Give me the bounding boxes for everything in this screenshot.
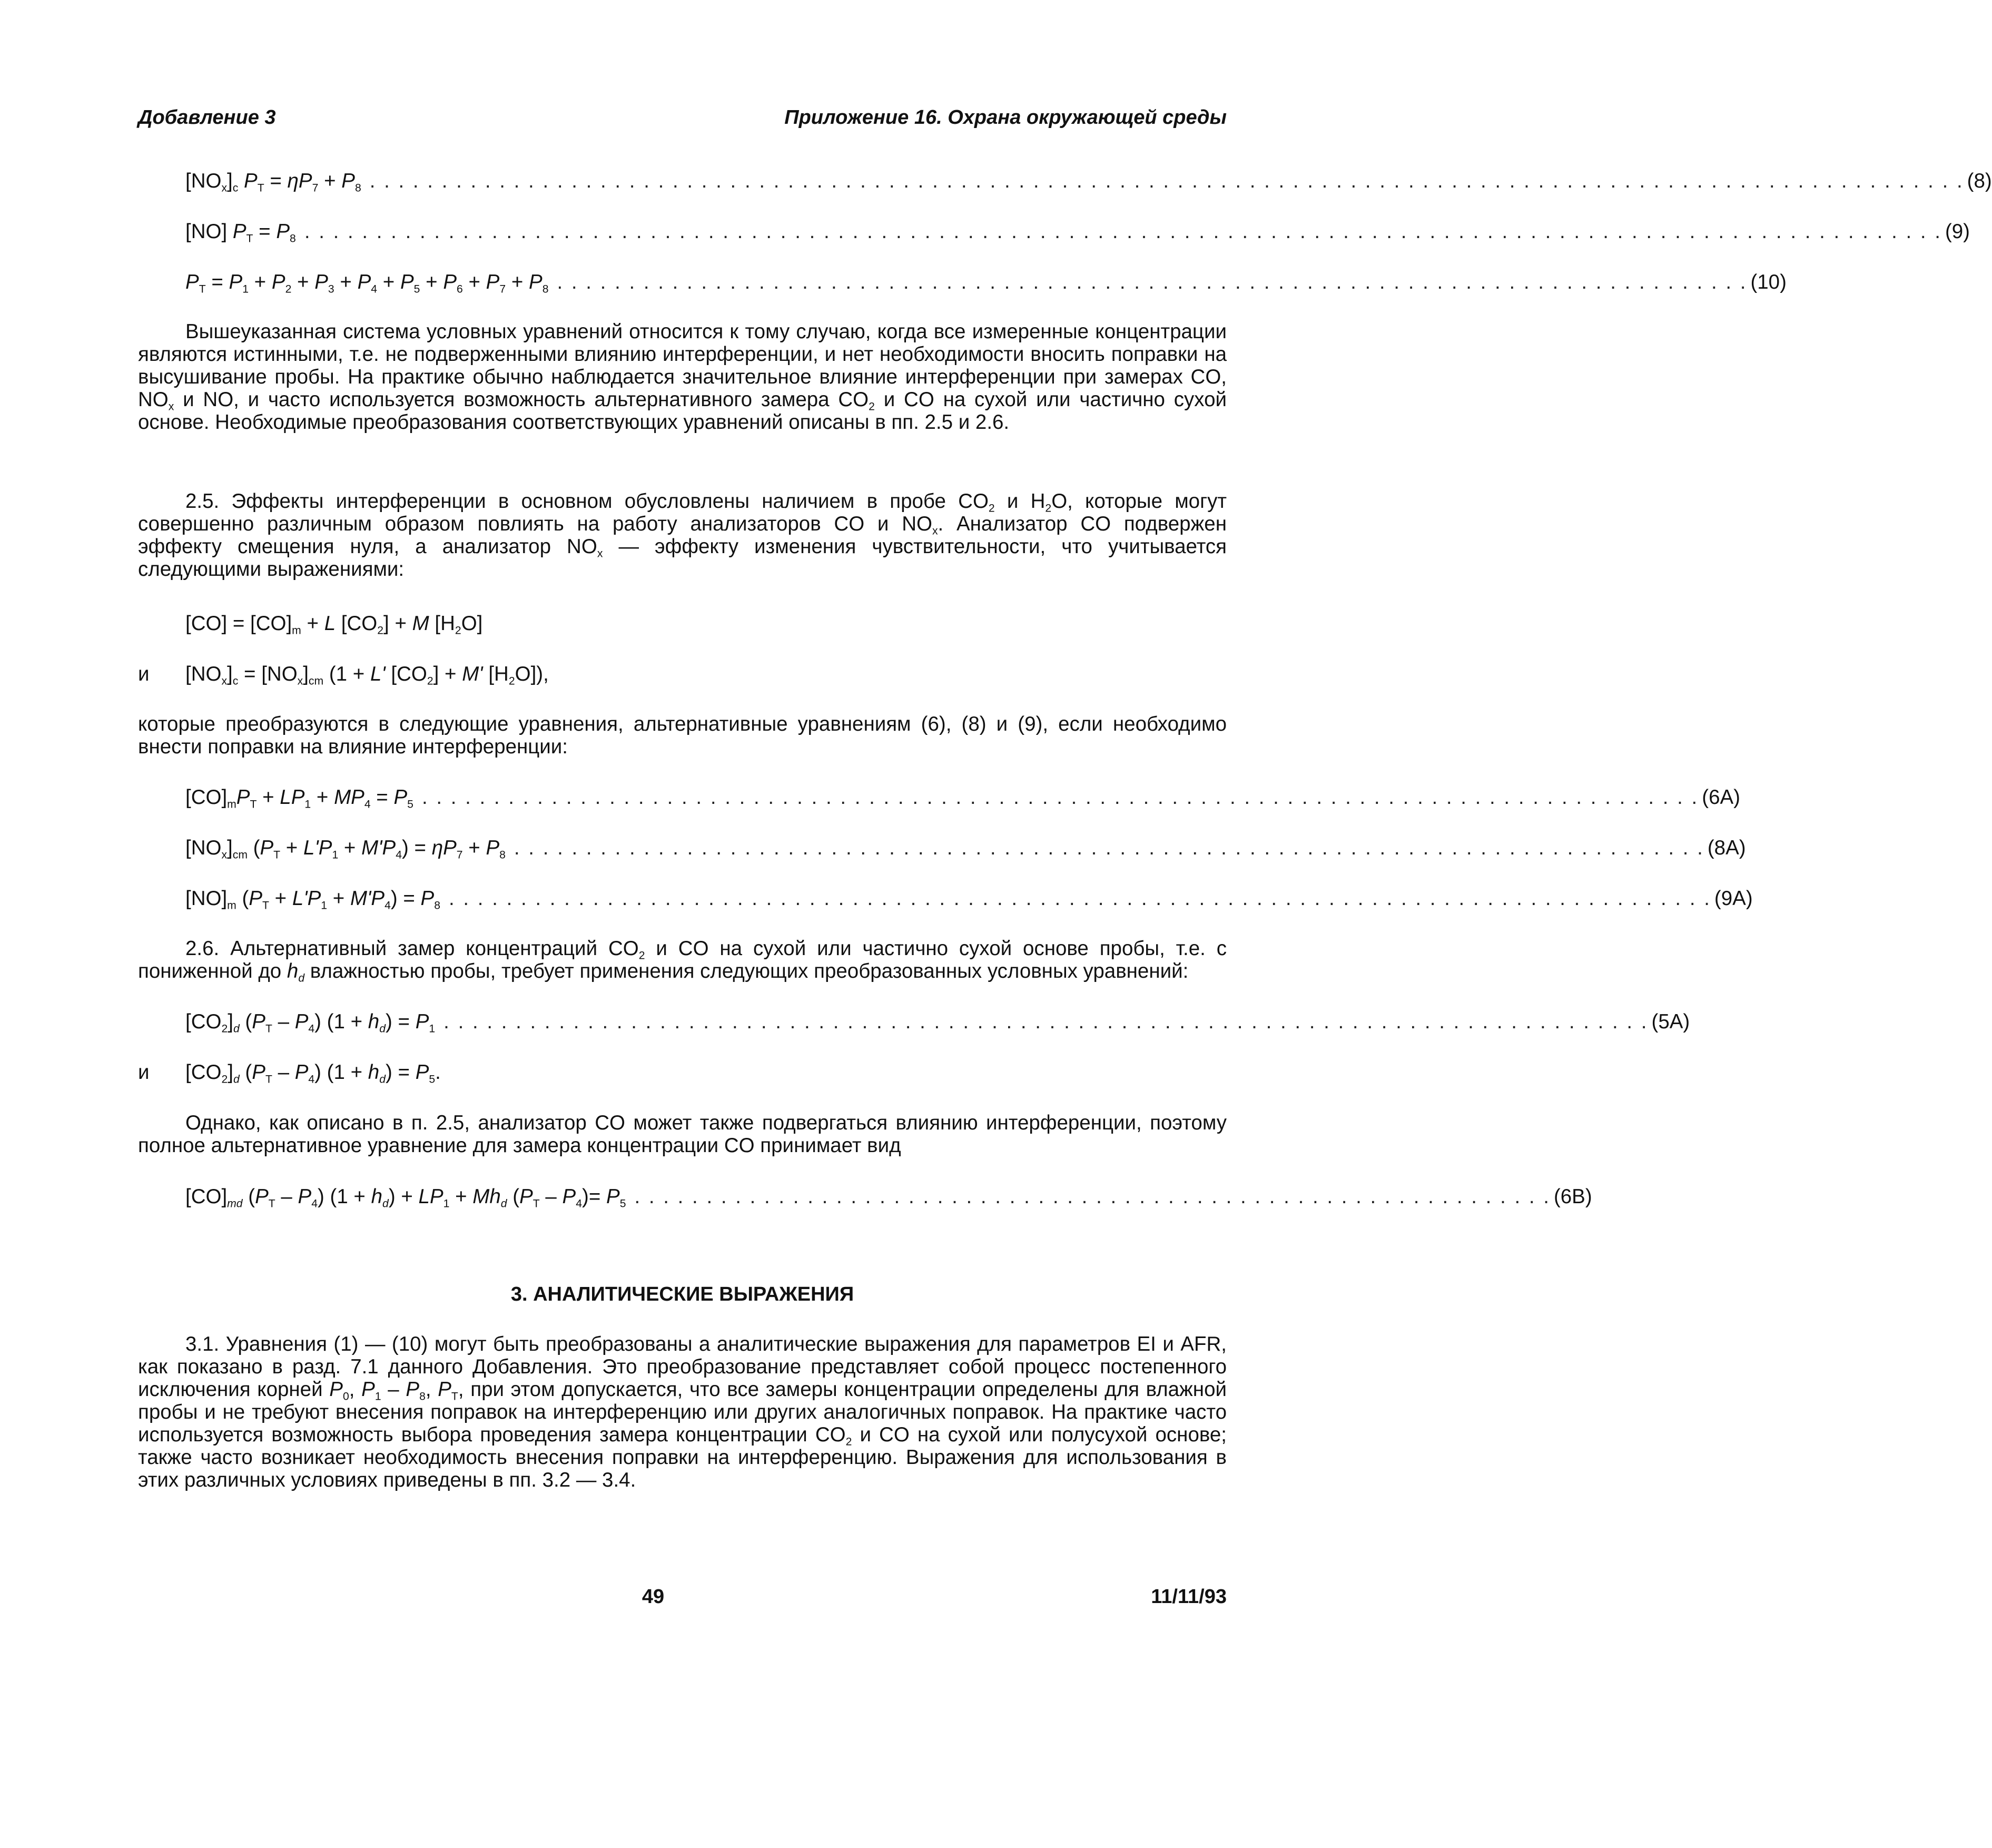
equation-5a: $[CO_2]_d$ $(P_T - P_4) (1 + h_d) = P_1$ . . . . . . . . . . . . . . . . . . . . . . . . . . . . . . . . . . . . . . . . . . . . . . . . . . . . . . . . . . . . . . . . . . . . . . . . . . . . . . . . . . . . (5A)	[185, 1010, 1690, 1035]
equation-number: (6B)	[1553, 1185, 1592, 1208]
equation-8a: $[NO_x]_{cm}$ $(P_T + L'P_1 + M'P_4) = \eta P_7 + P_8$ . . . . . . . . . . . . . . . . . . . . . . . . . . . . . . . . . . . . . . . . . . . . . . . . . . . . . . . . . . . . . . . . . . . . . . . . . . . . . . . . . . . (8A)	[185, 837, 1746, 861]
paragraph-2-6: 2.6. Альтернативный замер концентраций $CO_2$ и CO на сухой или частично сухой основе пробы, т.е. с пониженной до $h_d$ влажностью пробы, требует применения следующих преобразованных условных уравнений:	[138, 937, 1227, 985]
paragraph-1: Вышеуказанная система условных уравнений относится к тому случаю, когда все измеренные концентрации являются истинными, т.е. не подверженными влиянию интерференции, и нет необходимости вносить поправки на высушивание пробы. На практике обычно наблюдается значительное влияние интерференции при замерах CO, $NO_x$ и NO, и часто используется возможность альтернативного замера $CO_2$ и CO на сухой или частично сухой основе. Необходимые преобразования соответствующих уравнений описаны в пп. 2.5 и 2.6.	[138, 320, 1227, 434]
paragraph-2-5: 2.5. Эффекты интерференции в основном обусловлены наличием в пробе $CO_2$ и $H_2O$, которые могут совершенно различным образом повлиять на работу анализаторов CO и $NO_x$. Анализатор CO подвержен эффекту смещения нуля, а анализатор $NO_x$ — эффекту изменения чувствительности, что учитывается следующими выражениями:	[138, 490, 1227, 581]
header-left: Добавление 3	[138, 106, 276, 129]
leader-dots: . . . . . . . . . . . . . . . . . . . . . . . . . . . . . . . . . . . . . . . . . . . . . . . . . . . . . . . . . . . . . . . . . . . . . . . . . . . . . . . . . . .	[514, 837, 1704, 859]
equation-co2-p5: $[CO_2]_d$ $(P_T - P_4) (1 + h_d) = P_5$.	[185, 1061, 441, 1086]
leader-dots: . . . . . . . . . . . . . . . . . . . . . . . . . . . . . . . . . . . . . . . . . . . . . . . . . . . . . . . . . . . . . . . . . . . . . . . . . . . . . . . . . . . . . . . . . . . . . . . . . . . . . . . . . . . . . . . . . .	[304, 220, 1942, 243]
equation-number: (8A)	[1707, 837, 1746, 859]
leader-dots: . . . . . . . . . . . . . . . . . . . . . . . . . . . . . . . . . . . . . . . . . . . . . . . . . . . . . . . . . . . . . . . . . . . . . . . . . . . . . . . . . . . .	[443, 1010, 1649, 1033]
equation-co-interference: $[CO] = [CO]_m + L$ $[CO_2] + M$ $[H_2O]$	[185, 612, 483, 637]
equation-number: (5A)	[1651, 1010, 1690, 1033]
equation-number: (10)	[1750, 271, 1787, 293]
equation-10: $P_T = P_1 + P_2 + P_3 + P_4 + P_5 + P_6 + P_7 + P_8$ . . . . . . . . . . . . . . . . . . . . . . . . . . . . . . . . . . . . . . . . . . . . . . . . . . . . . . . . . . . . . . . . . . . . . . . . . . . . . . . . . . . (10)	[185, 271, 1787, 296]
leader-dots: . . . . . . . . . . . . . . . . . . . . . . . . . . . . . . . . . . . . . . . . . . . . . . . . . . . . . . . . . . . . . . . .	[634, 1185, 1551, 1208]
leader-dots: . . . . . . . . . . . . . . . . . . . . . . . . . . . . . . . . . . . . . . . . . . . . . . . . . . . . . . . . . . . . . . . . . . . . . . . . . . . . . . . . . . . . . . . . .	[421, 786, 1699, 809]
equation-nox-interference: $[NO_x]_c = [NO_x]_{cm}$ (1 + L' $[CO_2] + M'$ $[H_2O]$),	[185, 663, 549, 687]
equation-number: (6A)	[1702, 786, 1740, 809]
page-number: 49	[642, 1586, 665, 1608]
equation-number: (9A)	[1714, 887, 1753, 910]
leader-dots: . . . . . . . . . . . . . . . . . . . . . . . . . . . . . . . . . . . . . . . . . . . . . . . . . . . . . . . . . . . . . . . . . . . . . . . . . . . . . . . . . . . . . . . . . . . . . . . . . . . . . . . . . . . . . . .	[369, 170, 1964, 192]
and-word: и	[138, 1061, 150, 1084]
equation-6b: $[CO]_{md}$ $(P_T - P_4) (1 + h_d) + LP_1 + Mh_d$ $(P_T - P_4)= P_5$ . . . . . . . . . . . . . . . . . . . . . . . . . . . . . . . . . . . . . . . . . . . . . . . . . . . . . . . . . . . . . . . . (6B)	[185, 1185, 1592, 1210]
equation-number: (9)	[1945, 220, 1970, 243]
equation-9: [NO] $P_T = P_8$ . . . . . . . . . . . . . . . . . . . . . . . . . . . . . . . . . . . . . . . . . . . . . . . . . . . . . . . . . . . . . . . . . . . . . . . . . . . . . . . . . . . . . . . . . . . . . . . . . . . . . . . . . . . . . . . . . . (9)	[185, 220, 1970, 245]
and-word: и	[138, 663, 150, 685]
paragraph-transform: которые преобразуются в следующие уравнения, альтернативные уравнениям (6), (8) и (9), если необходимо внести поправки на влияние интерференции:	[138, 713, 1227, 758]
section-heading: 3. АНАЛИТИЧЕСКИЕ ВЫРАЖЕНИЯ	[510, 1283, 854, 1305]
equation-number: (8)	[1967, 170, 1992, 192]
equation-6a: $[CO]_mP_T + LP_1 + MP_4 = P_5$ . . . . . . . . . . . . . . . . . . . . . . . . . . . . . . . . . . . . . . . . . . . . . . . . . . . . . . . . . . . . . . . . . . . . . . . . . . . . . . . . . . . . . . . . . (6A)	[185, 786, 1740, 811]
equation-8: $[NO_x]_c$ $P_T = \eta P_7 + P_8$ . . . . . . . . . . . . . . . . . . . . . . . . . . . . . . . . . . . . . . . . . . . . . . . . . . . . . . . . . . . . . . . . . . . . . . . . . . . . . . . . . . . . . . . . . . . . . . . . . . . . . . . . . . . . . . . (8)	[185, 170, 1992, 194]
leader-dots: . . . . . . . . . . . . . . . . . . . . . . . . . . . . . . . . . . . . . . . . . . . . . . . . . . . . . . . . . . . . . . . . . . . . . . . . . . . . . . . . . . .	[557, 271, 1748, 293]
equation-9a: $[NO]_m$ $(P_T + L'P_1 + M'P_4) = P_8$ . . . . . . . . . . . . . . . . . . . . . . . . . . . . . . . . . . . . . . . . . . . . . . . . . . . . . . . . . . . . . . . . . . . . . . . . . . . . . . . . . . . . . . . . (9A)	[185, 887, 1753, 912]
paragraph-full-equation: Однако, как описано в п. 2.5, анализатор CO может также подвергаться влиянию интерференции, поэтому полное альтернативное уравнение для замера концентрации CO принимает вид	[138, 1112, 1227, 1157]
footer-date: 11/11/93	[1151, 1586, 1227, 1608]
paragraph-3-1: 3.1. Уравнения (1) — (10) могут быть преобразованы а аналитические выражения для параметров EI и AFR, как показано в разд. 7.1 данного Добавления. Это преобразование представляет собой процесс постепенного исключения корней $P_0$, $P_1 - P_8$, $P_T$, при этом допускается, что все замеры концентрации определены для влажной пробы и не требуют внесения поправок на интерференцию или других аналогичных поправок. На практике часто используется возможность выбора проведения замера концентрации $CO_2$ и CO на сухой или полусухой основе; также часто возникает необходимость внесения поправки на интерференцию. Выражения для использования в этих различных условиях приведены в пп. 3.2 — 3.4.	[138, 1333, 1227, 1491]
header-right: Приложение 16. Охрана окружающей среды	[784, 106, 1227, 129]
leader-dots: . . . . . . . . . . . . . . . . . . . . . . . . . . . . . . . . . . . . . . . . . . . . . . . . . . . . . . . . . . . . . . . . . . . . . . . . . . . . . . . . . . . . . . . .	[449, 887, 1711, 910]
